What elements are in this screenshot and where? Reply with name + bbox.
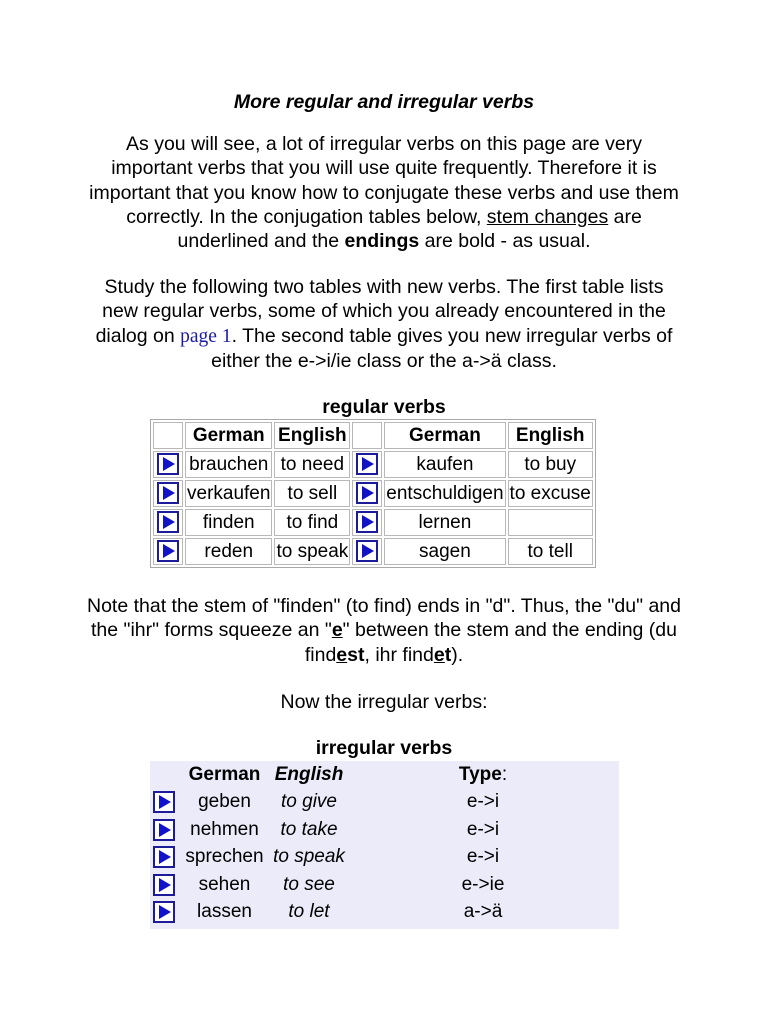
play-icon[interactable]	[356, 511, 378, 533]
english-verb: to see	[283, 873, 335, 895]
play-icon[interactable]	[356, 453, 378, 475]
english-verb: to find	[274, 509, 350, 536]
note-text: Note that the stem of "finden" (to find) ends in "d". Thus, the "du" and the "ihr" forms squeeze an "	[86, 595, 682, 642]
column-header: English	[274, 763, 344, 785]
note-text-end: ).	[451, 643, 464, 666]
column-header: English	[508, 422, 593, 449]
intro-paragraph	[84, 132, 684, 253]
blank-cell	[150, 761, 178, 789]
verb-type: a->ä	[463, 901, 503, 923]
table-row	[153, 509, 593, 536]
english-verb: to let	[288, 901, 330, 923]
inserted-e: e	[331, 619, 343, 642]
blank-cell	[153, 422, 183, 449]
english-verb: to need	[274, 451, 350, 478]
page-1-link[interactable]: page 1	[180, 325, 232, 347]
play-icon[interactable]	[153, 819, 175, 841]
column-header: English	[274, 422, 350, 449]
german-verb: sprechen	[185, 846, 264, 868]
german-verb: lassen	[197, 901, 252, 923]
intro-text: As you will see, a lot of irregular verbs on this page are very important verbs that you will use quite frequently. Therefore it is important that you know how to conjugate these verbs and use them correctly. In the conjugation tables below,	[89, 133, 679, 228]
regular-verbs-caption: regular verbs	[322, 396, 446, 418]
page-title: More regular and irregular verbs	[233, 91, 535, 113]
play-icon[interactable]	[356, 540, 378, 562]
finden-note-paragraph	[84, 594, 684, 667]
german-verb: kaufen	[384, 451, 505, 478]
table-row	[150, 816, 619, 844]
intro-text-middle: are underlined and the	[177, 205, 642, 253]
study-paragraph	[84, 275, 684, 373]
english-verb: to excuse	[508, 480, 593, 507]
irregular-verbs-caption: irregular verbs	[315, 737, 453, 759]
ihr-form-ending: t	[444, 643, 452, 666]
play-icon[interactable]	[153, 901, 175, 923]
english-verb: to sell	[274, 480, 350, 507]
stem-changes-term: stem changes	[486, 205, 609, 228]
play-icon[interactable]	[153, 846, 175, 868]
study-text-end: . The second table gives you new irregular verbs of either the e->i/ie class or the a->ä class.	[211, 324, 673, 372]
german-verb: geben	[198, 791, 251, 813]
column-header	[347, 761, 619, 789]
table-row	[153, 480, 593, 507]
german-verb: nehmen	[190, 818, 259, 840]
table-header-row	[153, 422, 593, 449]
column-header: German	[188, 763, 261, 785]
blank-cell	[352, 422, 382, 449]
german-verb: sagen	[384, 538, 505, 565]
irregular-verbs-table	[150, 761, 619, 929]
german-verb: lernen	[384, 509, 505, 536]
table-row	[150, 844, 619, 872]
regular-verbs-table	[150, 419, 596, 568]
german-verb: verkaufen	[185, 480, 272, 507]
ihr-form-stem-change: e	[433, 643, 445, 666]
english-verb: to give	[281, 791, 337, 813]
study-text: Study the following two tables with new verbs. The first table lists new regular verbs, some of which you already encountered in the dialog on	[95, 276, 666, 347]
german-verb: entschuldigen	[384, 480, 505, 507]
type-header: Type	[458, 763, 502, 785]
table-header-row	[150, 761, 619, 789]
play-icon[interactable]	[157, 482, 179, 504]
column-header: German	[384, 422, 505, 449]
english-verb: to speak	[273, 846, 345, 868]
play-icon[interactable]	[153, 874, 175, 896]
play-icon[interactable]	[356, 482, 378, 504]
english-verb	[508, 509, 593, 536]
du-form-ending: st	[347, 643, 365, 666]
note-text-middle: " between the stem and the ending (du find	[304, 619, 677, 666]
type-header-colon: :	[501, 763, 508, 785]
german-verb: brauchen	[185, 451, 272, 478]
english-verb: to buy	[508, 451, 593, 478]
table-row	[150, 871, 619, 899]
play-icon[interactable]	[157, 540, 179, 562]
verb-type: e->i	[466, 846, 500, 868]
table-row	[150, 899, 619, 927]
german-verb: finden	[185, 509, 272, 536]
verb-type: e->i	[466, 791, 500, 813]
german-verb: sehen	[198, 873, 251, 895]
intro-text-end: are bold - as usual.	[419, 230, 591, 253]
german-verb: reden	[185, 538, 272, 565]
verb-type: e->ie	[461, 873, 505, 895]
play-icon[interactable]	[157, 511, 179, 533]
note-text-comma: , ihr find	[364, 643, 434, 666]
column-header: German	[185, 422, 272, 449]
verb-type: e->i	[466, 818, 500, 840]
english-verb: to speak	[274, 538, 350, 565]
irregular-intro: Now the irregular verbs:	[280, 691, 488, 713]
table-row	[150, 789, 619, 817]
english-verb: to take	[280, 818, 338, 840]
english-verb: to tell	[508, 538, 593, 565]
table-row	[153, 538, 593, 565]
play-icon[interactable]	[157, 453, 179, 475]
table-row	[153, 451, 593, 478]
du-form-stem-change: e	[336, 643, 348, 666]
play-icon[interactable]	[153, 791, 175, 813]
endings-term: endings	[344, 230, 420, 253]
